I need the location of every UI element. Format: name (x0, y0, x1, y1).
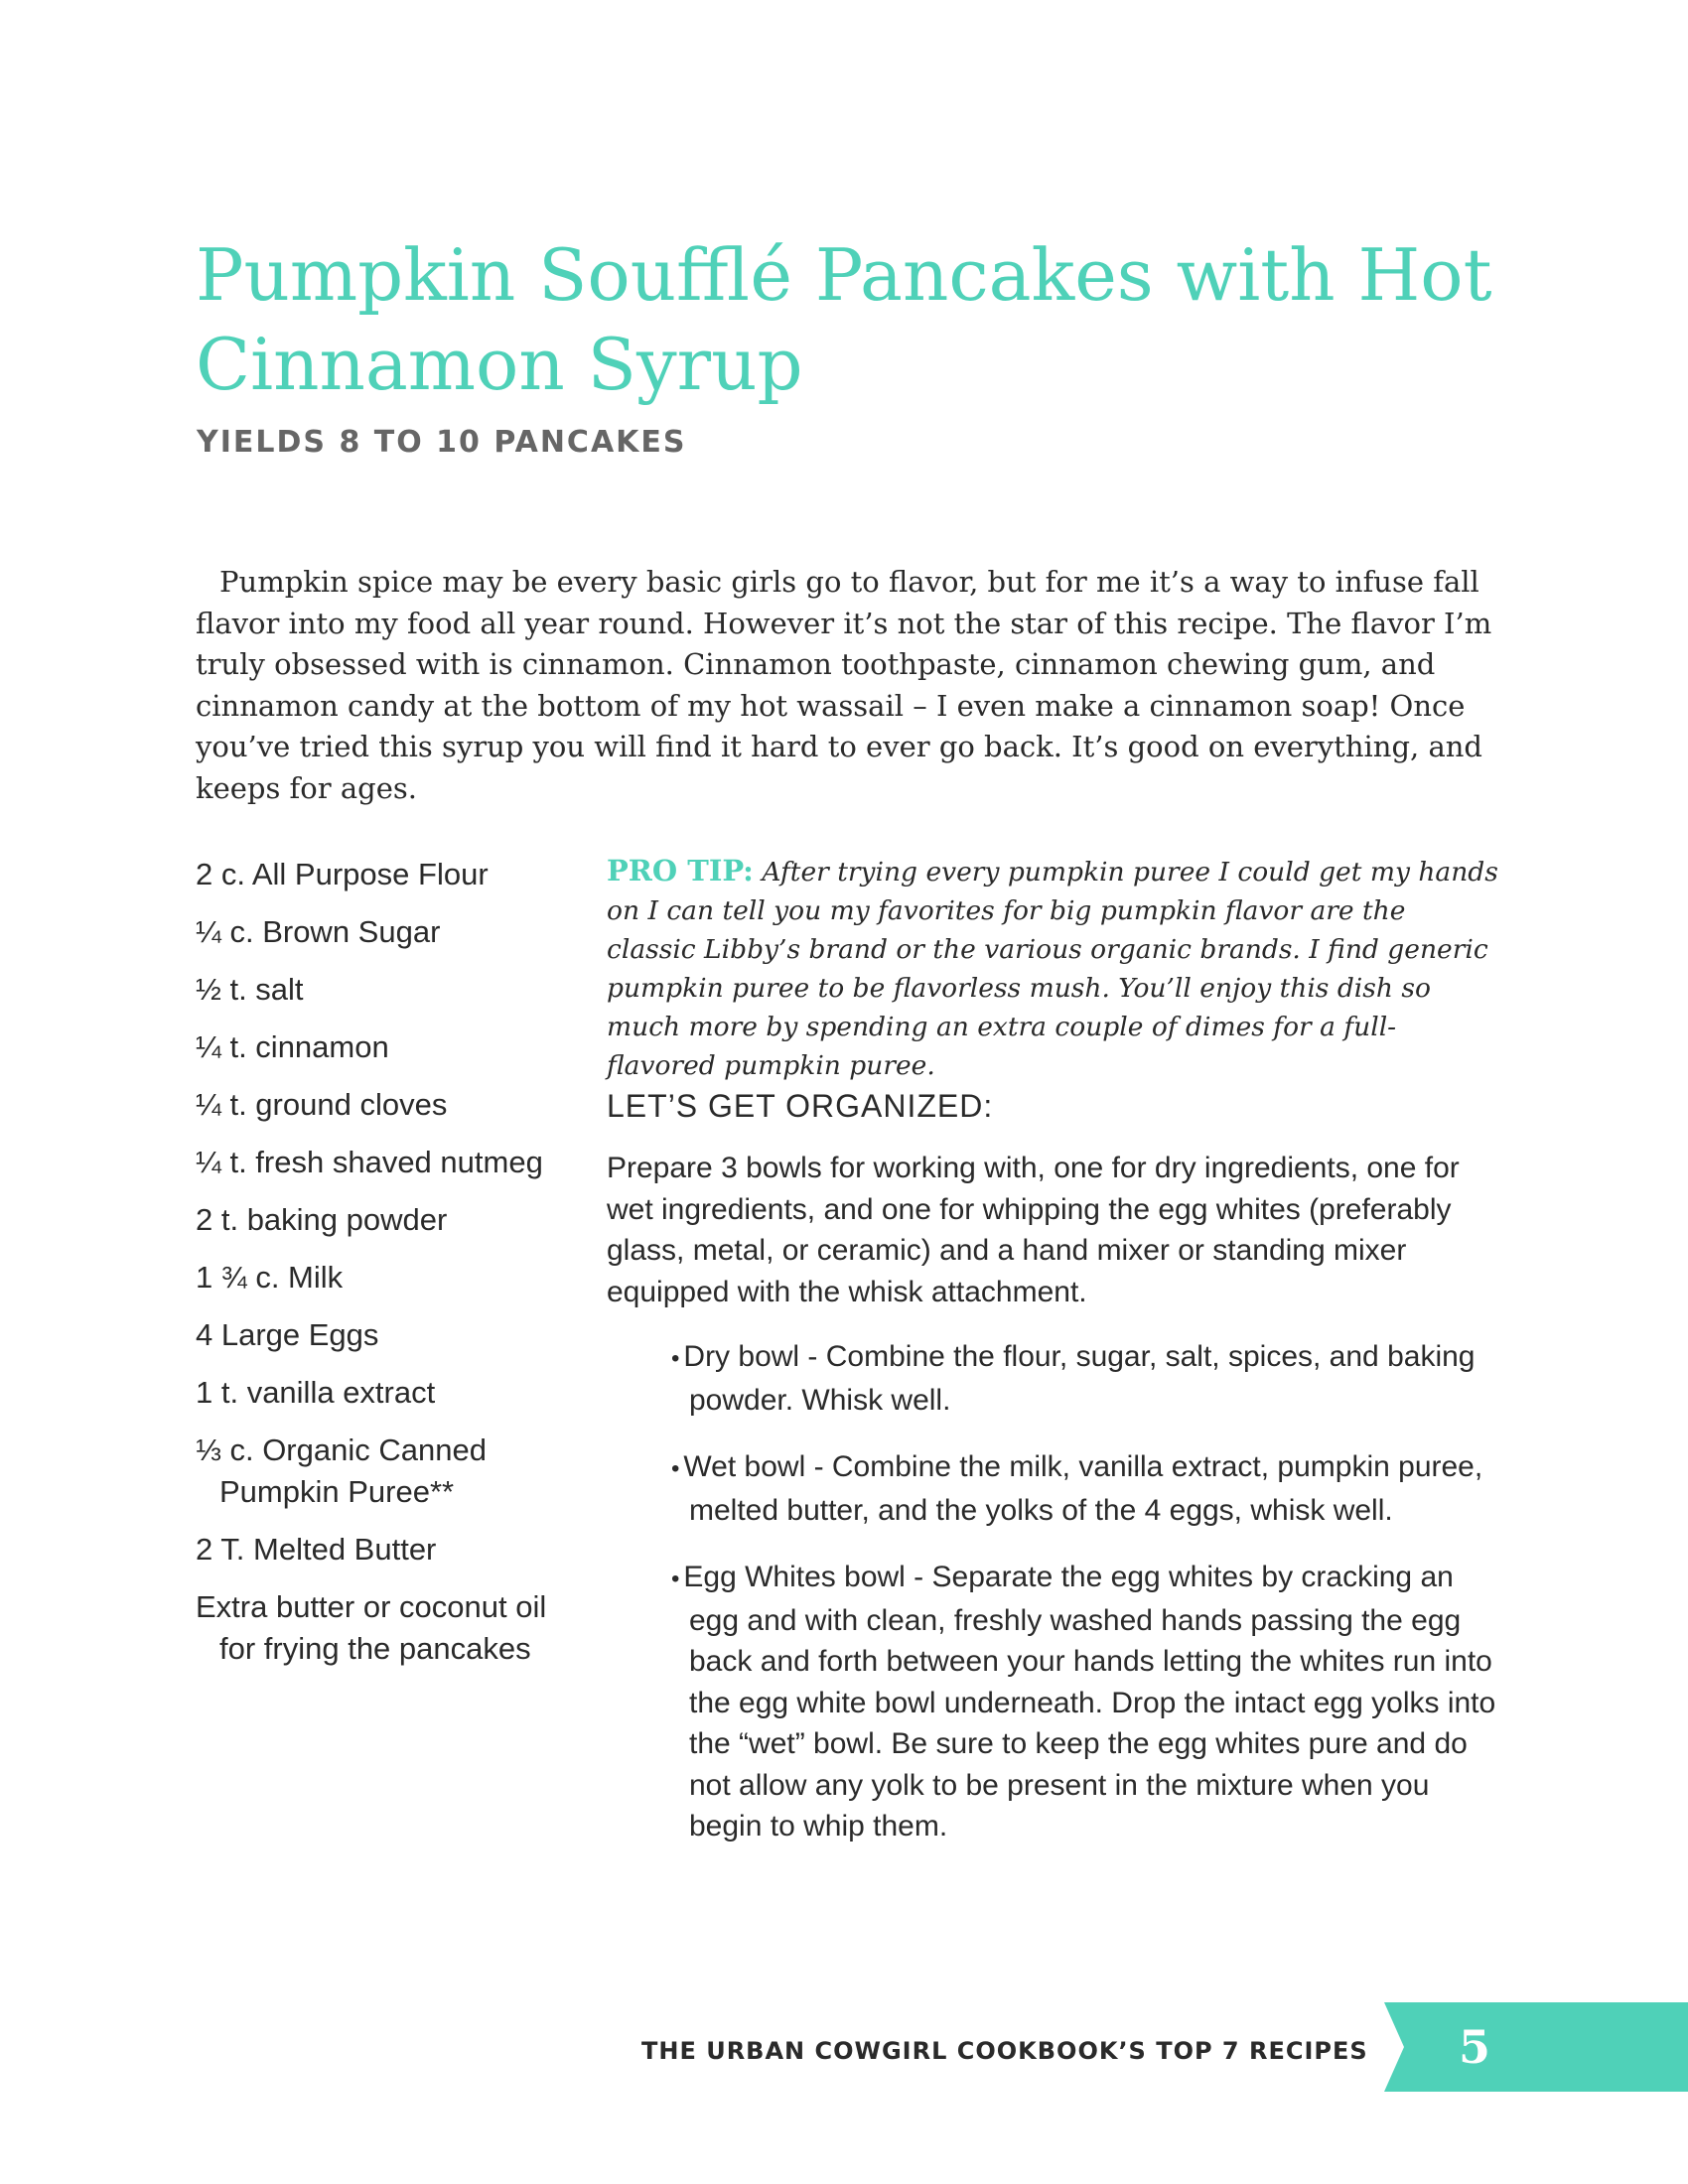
ingredient-item: ¼ c. Brown Sugar (196, 914, 441, 949)
ingredient-item: 2 c. All Purpose Flour (196, 857, 489, 891)
recipe-title: Pumpkin Soufflé Pancakes with Hot Cinnamon Syrup (196, 233, 1492, 406)
ingredient-item: ¼ t. fresh shaved nutmeg (196, 1145, 543, 1179)
ingredient-item: 4 Large Eggs (196, 1317, 379, 1352)
page-number-tab (1384, 2002, 1688, 2092)
organized-intro: Prepare 3 bowls for working with, one for dry ingredients, one for wet ingredients, and one for whipping the egg whites (preferably glass, metal, or ceramic) and a hand mixer or standing mixer equipped with the whisk attachment. (607, 1152, 1460, 1308)
ingredient-item: ¼ t. ground cloves (196, 1087, 448, 1122)
organized-heading: LET’S GET ORGANIZED: (607, 1088, 994, 1124)
page-tab-fill (1384, 2002, 1688, 2092)
prep-step (671, 1557, 1505, 1847)
prep-step-text: Egg Whites bowl - Separate the egg whites by cracking an egg and with clean, freshly washed hands passing the egg back and forth between your hands letting the whites run into the egg white bowl underneath. Drop the intact egg yolks into the “wet” bowl. Be sure to keep the egg whites pure and do not allow any yolk to be present in the mixture when you begin to whip them. (683, 1561, 1496, 1843)
ingredient-list (196, 854, 553, 1686)
prep-step (671, 1446, 1505, 1531)
recipe-intro: Pumpkin spice may be every basic girls go to flavor, but for me it’s a way to infuse fall flavor into my food all year round. However it’s not the star of this recipe. The flavor I’m truly obsessed with is cinnamon. Cinnamon toothpaste, cinnamon chewing gum, and cinnamon candy at the bottom of my hot wassail – I even make a cinnamon soap! Once you’ve tried this syrup you will find it hard to ever go back. It’s good on everything, and keeps for ages. (196, 565, 1492, 805)
pro-tip-text: After trying every pumpkin puree I could get my hands on I can tell you my favorites for big pumpkin flavor are the classic Libby’s brand or the various organic brands. I find generic pumpkin puree to be flavorless mush. You’ll enjoy this dish so much more by spending an extra couple of dimes for a full-flavored pumpkin puree. (607, 857, 1498, 1081)
prep-step-text: Wet bowl - Combine the milk, vanilla extract, pumpkin puree, melted butter, and the yolks of the 4 eggs, whisk well. (683, 1450, 1483, 1527)
pro-tip-label: PRO TIP: (607, 854, 754, 887)
footer-book-title: THE URBAN COWGIRL COOKBOOK’S TOP 7 RECIPES (641, 2037, 1368, 2065)
prep-step-text: Dry bowl - Combine the flour, sugar, salt, spices, and baking powder. Whisk well. (683, 1340, 1476, 1417)
bullet-icon: • (671, 1345, 680, 1372)
prep-step (671, 1336, 1505, 1421)
ingredient-item: ⅓ c. Organic Canned Pumpkin Puree** (196, 1433, 487, 1509)
ingredient-item: 1 ¾ c. Milk (196, 1260, 344, 1295)
bullet-icon: • (671, 1566, 680, 1592)
ingredient-item: ½ t. salt (196, 972, 304, 1007)
bullet-icon: • (671, 1455, 680, 1482)
ingredient-item: ¼ t. cinnamon (196, 1029, 389, 1064)
ingredient-item: 1 t. vanilla extract (196, 1375, 436, 1410)
page-tab-shape (1384, 2002, 1688, 2092)
ingredient-item: Extra butter or coconut oil for frying the pancakes (196, 1589, 547, 1666)
prep-step-list (671, 1336, 1505, 1873)
ingredient-item: 2 t. baking powder (196, 1202, 448, 1237)
page-number: 5 (1458, 2020, 1490, 2074)
pro-tip (607, 852, 1500, 1085)
recipe-yield: YIELDS 8 TO 10 PANCAKES (197, 425, 687, 460)
ingredient-item: 2 T. Melted Butter (196, 1532, 437, 1567)
